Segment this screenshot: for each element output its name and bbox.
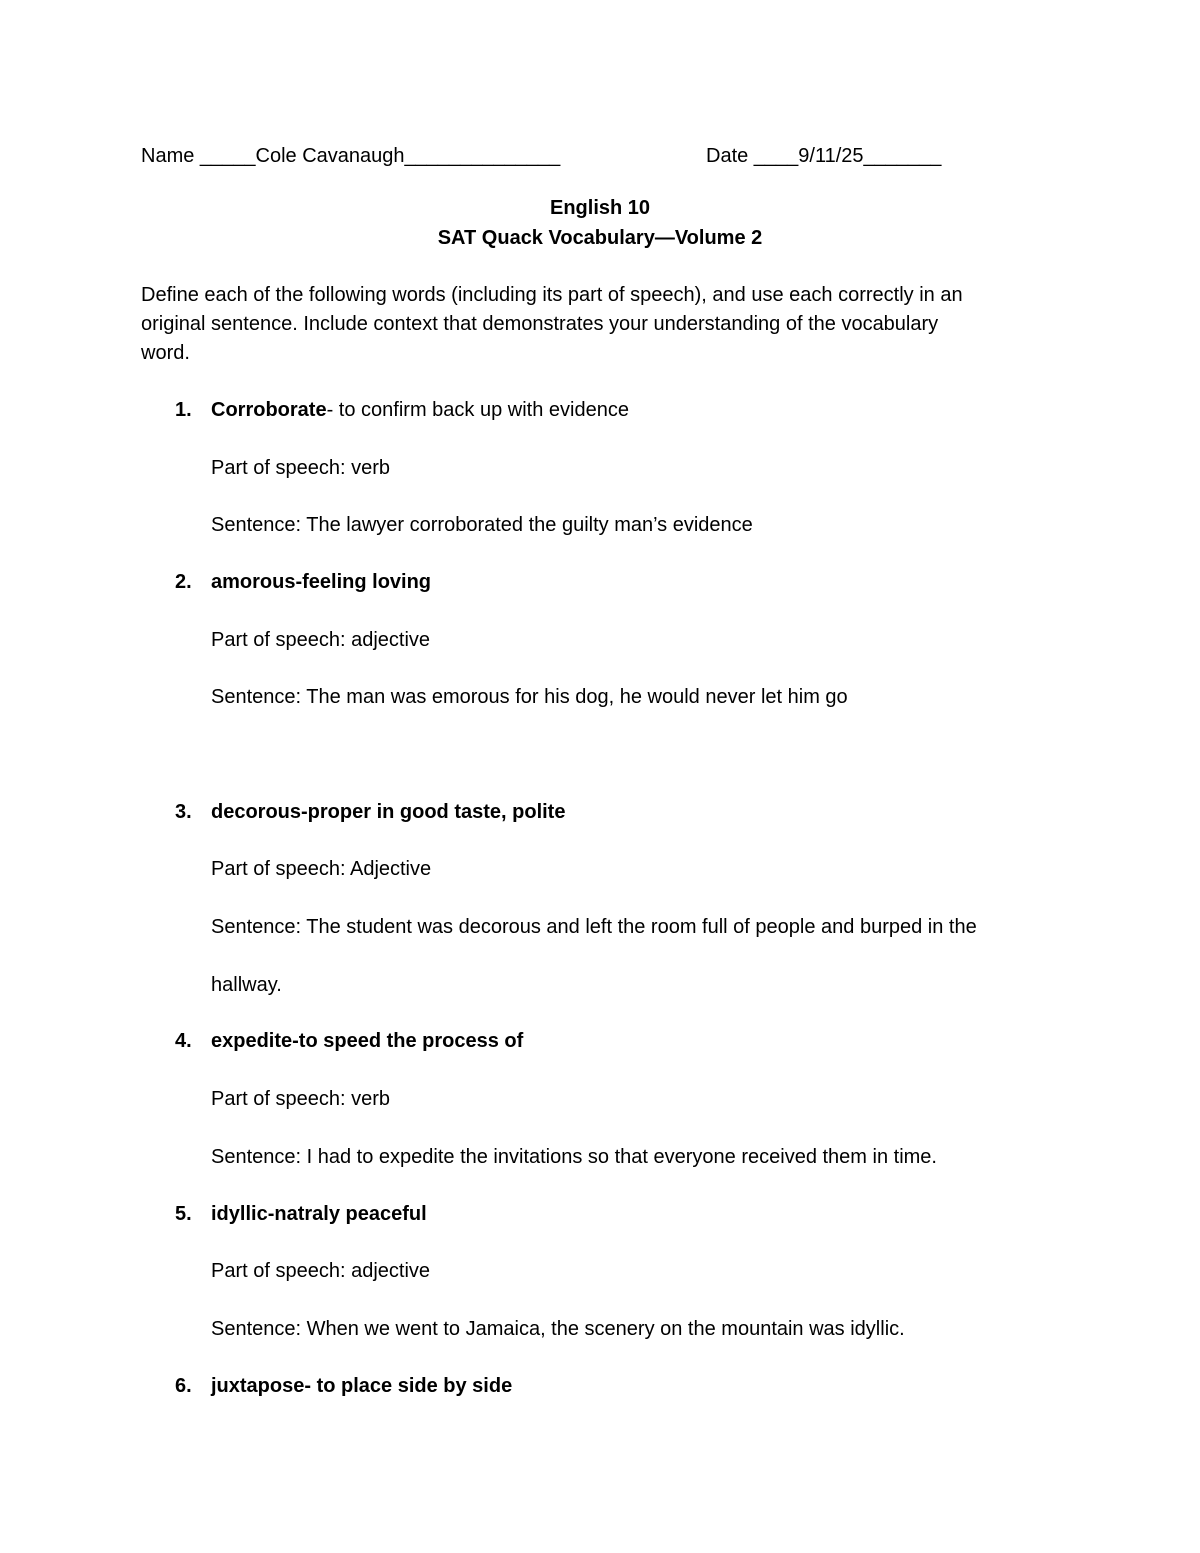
item-number: 3. — [175, 801, 192, 823]
item-number: 6. — [175, 1375, 192, 1397]
part-of-speech: Part of speech: verb — [211, 1088, 390, 1110]
instructions-line-3: word. — [141, 342, 190, 364]
part-of-speech: Part of speech: adjective — [211, 629, 431, 651]
example-sentence: Sentence: The lawyer corroborated the guilty man’s evidence — [211, 514, 753, 536]
example-sentence: Sentence: When we went to Jamaica, the scenery on the mountain was idyllic. — [211, 1318, 905, 1340]
instructions-line-1: Define each of the following words (including its part of speech), and use each correctly in an — [141, 284, 963, 306]
vocab-word: amorous-feeling loving — [211, 571, 432, 593]
example-sentence: Sentence: I had to expedite the invitations so that everyone received them in time. — [211, 1146, 937, 1168]
part-of-speech: Part of speech: adjective — [211, 1260, 431, 1282]
name-line: Name _____Cole Cavanaugh______________ — [141, 145, 561, 167]
example-sentence-continued: hallway. — [211, 974, 282, 996]
vocab-word: decorous-proper in good taste, polite — [211, 801, 566, 823]
part-of-speech: Part of speech: Adjective — [211, 858, 432, 880]
worksheet-subtitle: SAT Quack Vocabulary—Volume 2 — [437, 227, 763, 249]
vocab-word: Corroborate — [211, 399, 327, 421]
example-sentence: Sentence: The man was emorous for his dog, he would never let him go — [211, 686, 848, 708]
instructions-line-2: original sentence. Include context that demonstrates your understanding of the vocabulary — [141, 313, 939, 335]
vocab-word: juxtapose- to place side by side — [211, 1375, 513, 1397]
part-of-speech: Part of speech: verb — [211, 457, 390, 479]
vocab-entry — [211, 396, 629, 424]
date-line: Date ____9/11/25_______ — [706, 145, 942, 167]
vocab-definition: - to confirm back up with evidence — [326, 399, 629, 421]
item-number: 4. — [175, 1030, 192, 1052]
vocab-word: expedite-to speed the process of — [211, 1030, 524, 1052]
example-sentence: Sentence: The student was decorous and left the room full of people and burped in the — [211, 916, 977, 938]
course-title: English 10 — [549, 197, 651, 219]
item-number: 1. — [175, 399, 192, 421]
item-number: 2. — [175, 571, 192, 593]
vocab-word: idyllic-natraly peaceful — [211, 1203, 427, 1225]
item-number: 5. — [175, 1203, 192, 1225]
